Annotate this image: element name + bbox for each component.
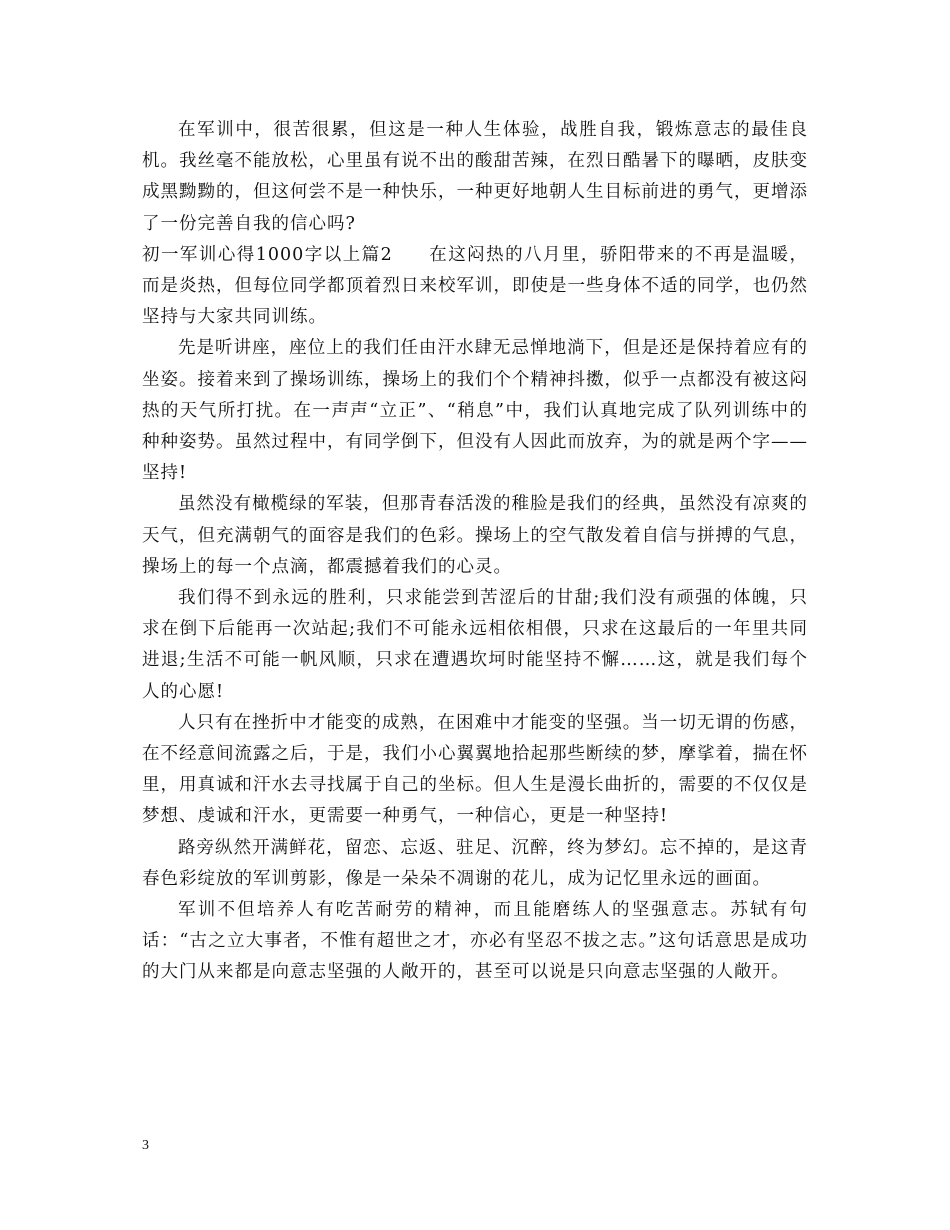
paragraph-victory: 我们得不到永远的胜利，只求能尝到苦涩后的甘甜;我们没有顽强的体魄，只求在倒下后能再一次站起;我们不可能永远相依相偎，只求在这最后的一年里共同进退;生活不可能一帆风顺，只求在遭遇坎坷时能坚持不懈……这，就是我们每个人的心愿! <box>142 588 808 702</box>
paragraph-quote: 军训不但培养人有吃苦耐劳的精神，而且能磨练人的坚强意志。苏轼有句话：“古之立大事者，不惟有超世之才，亦必有坚忍不拔之志。”这句话意思是成功的大门从来都是向意志坚强的人敞开的，甚至可以说是只向意志坚强的人敞开。 <box>142 900 808 983</box>
section-heading-line <box>142 240 808 334</box>
section-heading: 初一军训心得1000字以上篇2 <box>142 244 393 265</box>
paragraph-setback: 人只有在挫折中才能变的成熟，在困难中才能变的坚强。当一切无谓的伤感，在不经意间流露之后，于是，我们小心翼翼地拾起那些断续的梦，摩挲着，揣在怀里，用真诚和汗水去寻找属于自己的坐标。但人生是漫长曲折的，需要的不仅仅是梦想、虔诚和汗水，更需要一种勇气，一种信心，更是一种坚持! <box>142 712 808 827</box>
document-body <box>142 115 808 989</box>
section-first-paragraph: 在这闷热的八月里，骄阳带来的不再是温暖，而是炎热，但每位同学都顶着烈日来校军训，即使是一些身体不适的同学，也仍然坚持与大家共同训练。 <box>142 244 809 328</box>
page-number: 3 <box>142 1138 149 1153</box>
paragraph-flowers: 路旁纵然开满鲜花，留恋、忘返、驻足、沉醉，终为梦幻。忘不掉的，是这青春色彩绽放的军训剪影，像是一朵朵不凋谢的花儿，成为记忆里永远的画面。 <box>142 837 808 889</box>
paragraph-intro: 在军训中，很苦很累，但这是一种人生体验，战胜自我，锻炼意志的最佳良机。我丝毫不能放松，心里虽有说不出的酸甜苦辣，在烈日酷暑下的曝晒，皮肤变成黑黝黝的，但这何尝不是一种快乐，一种更好地朝人生目标前进的勇气，更增添了一份完善自我的信心吗? <box>142 120 808 234</box>
paragraph-lecture: 先是听讲座，座位上的我们任由汗水肆无忌惮地淌下，但是还是保持着应有的坐姿。接着来到了操场训练，操场上的我们个个精神抖擞，似乎一点都没有被这闷热的天气所打扰。在一声声“立正”、“稍息”中，我们认真地完成了队列训练中的种种姿势。虽然过程中，有同学倒下，但没有人因此而放弃，为的就是两个字——坚持! <box>142 338 808 484</box>
paragraph-uniform: 虽然没有橄榄绿的军装，但那青春活泼的稚脸是我们的经典，虽然没有凉爽的天气，但充满朝气的面容是我们的色彩。操场上的空气散发着自信与拼搏的气息，操场上的每一个点滴，都震撼着我们的心灵。 <box>142 494 808 577</box>
